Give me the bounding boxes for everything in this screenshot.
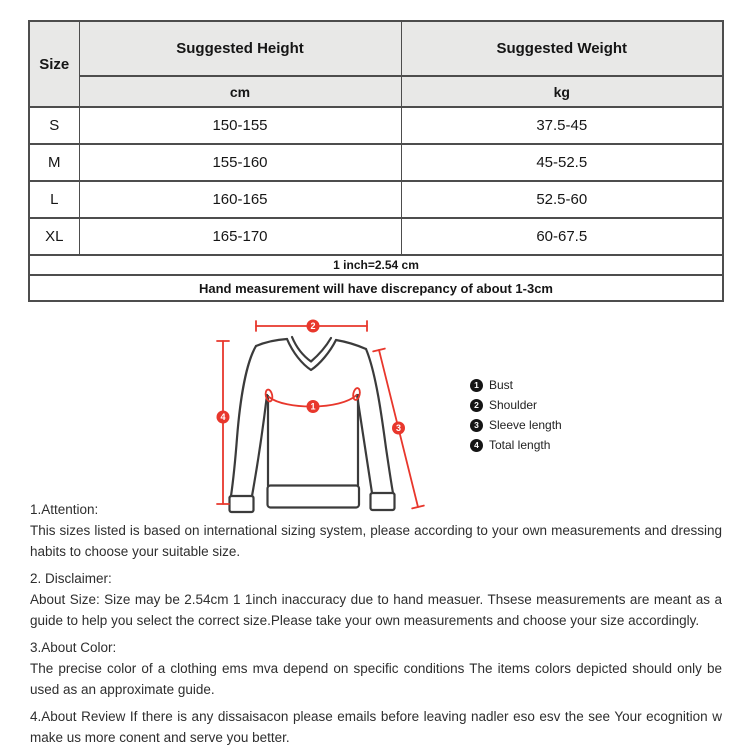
disclaimer-note <box>30 568 722 631</box>
disclaimer-heading: 2. Disclaimer: <box>30 571 112 586</box>
sweater-measurement-diagram <box>180 318 470 518</box>
sleeve-length-badge-num: 3 <box>395 423 402 434</box>
size-value: XL <box>29 218 79 255</box>
legend-item-bust <box>470 375 562 395</box>
sleeve-length-number-icon: 3 <box>470 419 483 432</box>
conversion-note-row <box>29 255 723 275</box>
disclaimer-body: About Size: Size may be 2.54cm 1 1inch inaccuracy due to hand measuer. Thsese measurements are meant as a guide to help you select the correct size.Please take your own measurements and choose your size accordingly. <box>30 592 722 628</box>
shoulder-number-icon: 2 <box>470 399 483 412</box>
height-value: 165-170 <box>79 218 401 255</box>
table-row <box>29 144 723 181</box>
table-row <box>29 218 723 255</box>
measurement-note-row <box>29 275 723 301</box>
shoulder-badge-num: 2 <box>310 321 316 332</box>
measurement-lines <box>217 321 424 508</box>
weight-value: 37.5-45 <box>401 107 723 144</box>
about-color-body: The precise color of a clothing ems mva depend on specific conditions The items colors depicted should only be used as an approximate guide. <box>30 661 722 697</box>
sweater-outline <box>230 337 395 512</box>
weight-value: 60-67.5 <box>401 218 723 255</box>
height-value: 155-160 <box>79 144 401 181</box>
size-chart-table <box>28 20 724 302</box>
about-color-note <box>30 637 722 700</box>
attention-body: This sizes listed is based on international sizing system, please according to your own measurements and dressing habits to choose your suitable size. <box>30 523 722 559</box>
header-row-1 <box>29 21 723 76</box>
legend-label: Bust <box>489 378 514 392</box>
measurement-note: Hand measurement will have discrepancy of about 1-3cm <box>29 275 723 301</box>
conversion-note: 1 inch=2.54 cm <box>29 255 723 275</box>
legend-label: Sleeve length <box>489 418 562 432</box>
about-review-body: 4.About Review If there is any dissaisacon please emails before leaving nadler eso esv the see Your ecognition w make us more conent and serve you better. <box>30 709 722 745</box>
height-unit: cm <box>79 76 401 107</box>
attention-heading: 1.Attention: <box>30 502 99 517</box>
size-value: L <box>29 181 79 218</box>
total-length-badge-num: 4 <box>220 412 226 423</box>
height-value: 160-165 <box>79 181 401 218</box>
legend-item-total-length <box>470 435 562 455</box>
height-column-header: Suggested Height <box>79 21 401 76</box>
legend-label: Shoulder <box>489 398 538 412</box>
about-color-heading: 3.About Color: <box>30 640 117 655</box>
weight-column-header: Suggested Weight <box>401 21 723 76</box>
size-value: S <box>29 107 79 144</box>
legend-item-shoulder <box>470 395 562 415</box>
weight-value: 52.5-60 <box>401 181 723 218</box>
table-row <box>29 107 723 144</box>
about-review-note <box>30 706 722 748</box>
weight-value: 45-52.5 <box>401 144 723 181</box>
legend-item-sleeve-length <box>470 415 562 435</box>
attention-note <box>30 499 722 562</box>
size-value: M <box>29 144 79 181</box>
bust-badge-num: 1 <box>310 401 316 412</box>
table-row <box>29 181 723 218</box>
header-row-2 <box>29 76 723 107</box>
measurement-legend <box>470 375 562 455</box>
size-column-header: Size <box>29 21 79 107</box>
total-length-number-icon: 4 <box>470 439 483 452</box>
bust-number-icon: 1 <box>470 379 483 392</box>
notes-section <box>30 499 722 750</box>
height-value: 150-155 <box>79 107 401 144</box>
legend-label: Total length <box>489 438 551 452</box>
weight-unit: kg <box>401 76 723 107</box>
